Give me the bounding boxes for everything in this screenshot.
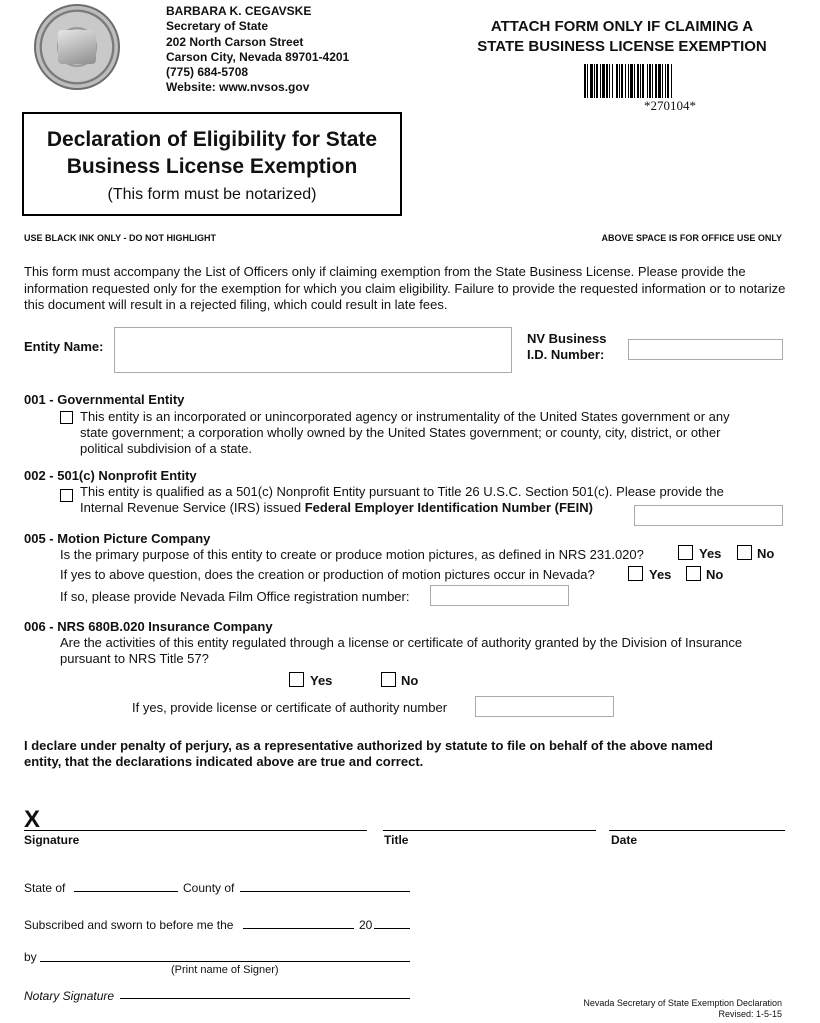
section-002-text: This entity is qualified as a 501(c) Nonprofit Entity pursuant to Title 26 U.S.C. Section 501(c). Please provide the Internal Revenue Service (IRS) issued Federal Employer Identification Number (FEIN) — [80, 484, 724, 515]
county-of-label: County of — [183, 881, 235, 895]
title-label: Title — [384, 833, 409, 847]
signature-label: Signature — [24, 833, 80, 847]
declaration-statement: I declare under penalty of perjury, as a representative authorized by statute to file on behalf of the above named entity, that the declarations indicated above are true and correct. — [24, 738, 713, 769]
date-line[interactable] — [609, 830, 785, 831]
form-title-line2: Business License Exemption — [66, 155, 358, 178]
section-005-heading: 005 - Motion Picture Company — [24, 531, 211, 546]
entity-name-label: Entity Name: — [24, 339, 104, 354]
city-address: Carson City, Nevada 89701-4201 — [166, 49, 350, 64]
form-title-line1: Declaration of Eligibility for State — [46, 128, 378, 151]
nonprofit-entity-checkbox[interactable] — [60, 489, 73, 502]
website: Website: www.nvsos.gov — [166, 80, 310, 95]
by-label: by — [24, 950, 37, 964]
license-number-field[interactable] — [475, 696, 614, 717]
state-seal-icon — [34, 4, 120, 90]
entity-name-field[interactable] — [114, 327, 512, 373]
insurance-no-label: No — [401, 673, 419, 688]
barcode-number: *270104* — [644, 98, 696, 113]
insurance-no-checkbox[interactable] — [381, 672, 396, 687]
year-line[interactable] — [374, 928, 410, 929]
form-title-box — [22, 112, 402, 216]
footer-line2: Revised: 1-5-15 — [718, 1009, 782, 1019]
footer-line1: Nevada Secretary of State Exemption Declaration — [583, 998, 782, 1008]
barcode-icon — [584, 64, 756, 98]
print-name-label: (Print name of Signer) — [171, 964, 279, 976]
motion-picture-q2-yes-label: Yes — [649, 567, 672, 582]
state-of-label: State of — [24, 881, 66, 895]
nv-business-id-label: NV Business I.D. Number: — [527, 331, 607, 362]
attach-notice-line1: ATTACH FORM ONLY IF CLAIMING A — [490, 18, 754, 35]
insurance-question: Are the activities of this entity regulated through a license or certificate of authority granted by the Division of Insurance pursuant to NRS Title 57? — [60, 635, 743, 666]
notary-signature-line[interactable] — [120, 998, 410, 999]
film-office-question: If so, please provide Nevada Film Office registration number: — [60, 589, 410, 604]
phone-number: (775) 684-5708 — [166, 65, 249, 80]
nv-business-id-field[interactable] — [628, 339, 783, 360]
signer-name-line[interactable] — [40, 961, 410, 962]
section-001-heading: 001 - Governmental Entity — [24, 392, 185, 407]
office-use-note: ABOVE SPACE IS FOR OFFICE USE ONLY — [601, 233, 782, 243]
insurance-yes-checkbox[interactable] — [289, 672, 304, 687]
section-002-heading: 002 - 501(c) Nonprofit Entity — [24, 468, 197, 483]
motion-picture-question1: Is the primary purpose of this entity to create or produce motion pictures, as defined in NRS 231.020? — [60, 547, 644, 562]
intro-paragraph: This form must accompany the List of Officers only if claiming exemption from the State Business License. Please provide the information requested only for the exemption for which you claim eligibility. Failure to provide the requested information or to notarize this document will result in a rejected filing, which could result in late fees. — [24, 264, 786, 312]
footer-info — [583, 998, 782, 1020]
title-line[interactable] — [383, 830, 596, 831]
office-name: Secretary of State — [166, 19, 269, 34]
license-number-question: If yes, provide license or certificate of authority number — [132, 700, 448, 715]
section-006-heading: 006 - NRS 680B.020 Insurance Company — [24, 619, 273, 634]
attach-notice-line2: STATE BUSINESS LICENSE EXEMPTION — [477, 38, 767, 55]
year-prefix: 20 — [359, 918, 373, 932]
form-subtitle: (This form must be notarized) — [107, 186, 317, 203]
insurance-yes-label: Yes — [310, 673, 333, 688]
notary-signature-label: Notary Signature — [24, 989, 115, 1003]
subscribed-label: Subscribed and sworn to before me the — [24, 918, 234, 932]
section-001-text: This entity is an incorporated or unincorporated agency or instrumentality of the United States government or any state government; a corporation wholly owned by the United States government; or county, city, district, or other political subdivision of a state. — [80, 409, 730, 456]
motion-picture-q1-no-checkbox[interactable] — [737, 545, 752, 560]
motion-picture-q1-yes-checkbox[interactable] — [678, 545, 693, 560]
motion-picture-q2-no-checkbox[interactable] — [686, 566, 701, 581]
attach-notice — [448, 17, 796, 57]
ink-note: USE BLACK INK ONLY - DO NOT HIGHLIGHT — [24, 233, 217, 243]
county-of-line[interactable] — [240, 891, 410, 892]
film-office-registration-field[interactable] — [430, 585, 569, 606]
street-address: 202 North Carson Street — [166, 34, 304, 49]
date-label: Date — [611, 833, 638, 847]
state-of-line[interactable] — [74, 891, 178, 892]
motion-picture-q1-no-label: No — [757, 546, 775, 561]
motion-picture-q2-yes-checkbox[interactable] — [628, 566, 643, 581]
secretary-name: BARBARA K. CEGAVSKE — [166, 4, 312, 18]
fein-field[interactable] — [634, 505, 783, 526]
governmental-entity-checkbox[interactable] — [60, 411, 73, 424]
motion-picture-q2-no-label: No — [706, 567, 724, 582]
signature-line[interactable] — [24, 830, 367, 831]
subscribed-day-line[interactable] — [243, 928, 354, 929]
motion-picture-q1-yes-label: Yes — [699, 546, 722, 561]
signature-x-mark: X — [24, 806, 41, 833]
motion-picture-question2: If yes to above question, does the creation or production of motion pictures occur in Nevada? — [60, 567, 595, 582]
secretary-of-state-address — [166, 4, 349, 96]
